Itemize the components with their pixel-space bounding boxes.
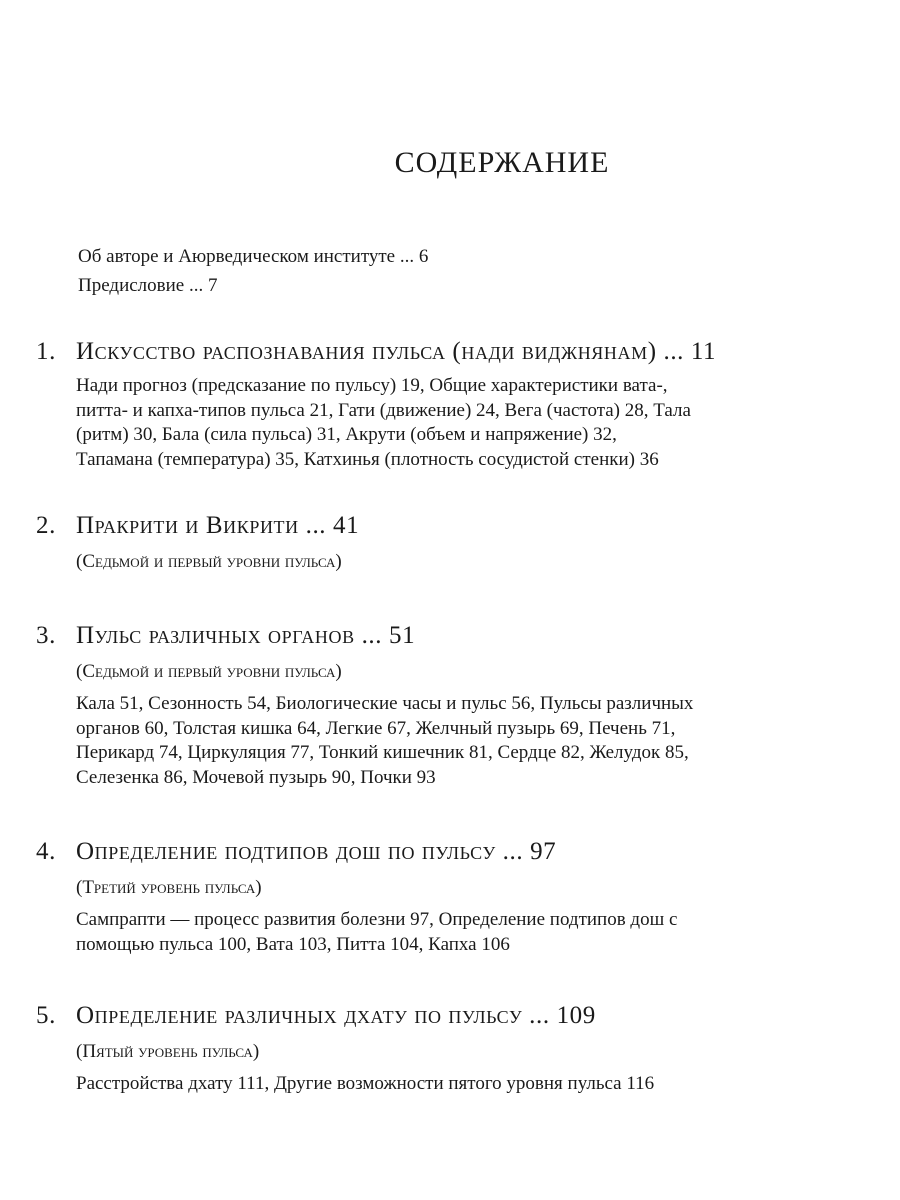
chapter-subtitle: (Седьмой и первый уровни пульса) [76,551,342,572]
chapter-topics [76,374,866,472]
chapter-heading [36,510,866,542]
chapter-4 [36,836,866,957]
chapter-topics [76,1072,866,1097]
chapter-title: Определение различных дхату по пульсу ... 109 [76,1002,596,1029]
chapter-number: 3. [36,622,56,649]
topic-line: питта- и капха-типов пульса 21, Гати (движение) 24, Вега (частота) 28, Тала [76,399,691,421]
topic-line: (ритм) 30, Бала (сила пульса) 31, Акрути (объем и напряжение) 32, [76,424,617,445]
chapter-number: 5. [36,1002,56,1029]
chapter-subtitle: (Седьмой и первый уровни пульса) [76,661,342,682]
toc-entry-preface: Предисловие ... 7 [78,275,218,296]
chapter-title: Пульс различных органов ... 51 [76,622,416,649]
chapter-title: Пракрити и Викрити ... 41 [76,512,360,539]
topic-line: органов 60, Толстая кишка 64, Легкие 67, Желчный пузырь 69, Печень 71, [76,717,676,739]
chapter-heading [36,336,866,368]
chapter-subtitle: (Пятый уровень пульса) [76,1041,260,1062]
chapter-3 [36,620,866,790]
chapter-2 [36,510,866,576]
front-matter [78,242,428,300]
chapter-heading [36,836,866,868]
topic-line: Нади прогноз (предсказание по пульсу) 19, Общие характеристики вата-, [76,375,668,396]
chapter-number: 2. [36,512,56,539]
toc-entry-about-author: Об авторе и Аюрведическом институте ... 6 [78,246,429,267]
topic-line: Сампрапти — процесс развития болезни 97, Определение подтипов дош с [76,909,678,930]
topic-line: Кала 51, Сезонность 54, Биологические часы и пульс 56, Пульсы различных [76,693,694,714]
chapter-topics [76,908,866,957]
chapter-number: 4. [36,838,56,865]
chapter-title: Искусство распознавания пульса (нади виджнянам) ... 11 [76,338,717,365]
topic-line: Расстройства дхату 111, Другие возможности пятого уровня пульса 116 [76,1073,655,1094]
topic-line: Тапамана (температура) 35, Катхинья (плотность сосудистой стенки) 36 [76,448,659,470]
chapter-1 [36,336,866,472]
page-title: СОДЕРЖАНИЕ [394,146,610,179]
chapter-subtitle: (Третий уровень пульса) [76,877,262,898]
topic-line: Селезенка 86, Мочевой пузырь 90, Почки 93 [76,766,436,788]
chapter-number: 1. [36,338,56,365]
chapter-heading [36,620,866,652]
chapter-title: Определение подтипов дош по пульсу ... 97 [76,838,557,865]
topic-line: Перикард 74, Циркуляция 77, Тонкий кишечник 81, Сердце 82, Желудок 85, [76,742,689,763]
chapter-topics [76,692,866,790]
chapter-5 [36,1000,866,1097]
chapter-heading [36,1000,866,1032]
topic-line: помощью пульса 100, Вата 103, Питта 104, Капха 106 [76,933,510,955]
